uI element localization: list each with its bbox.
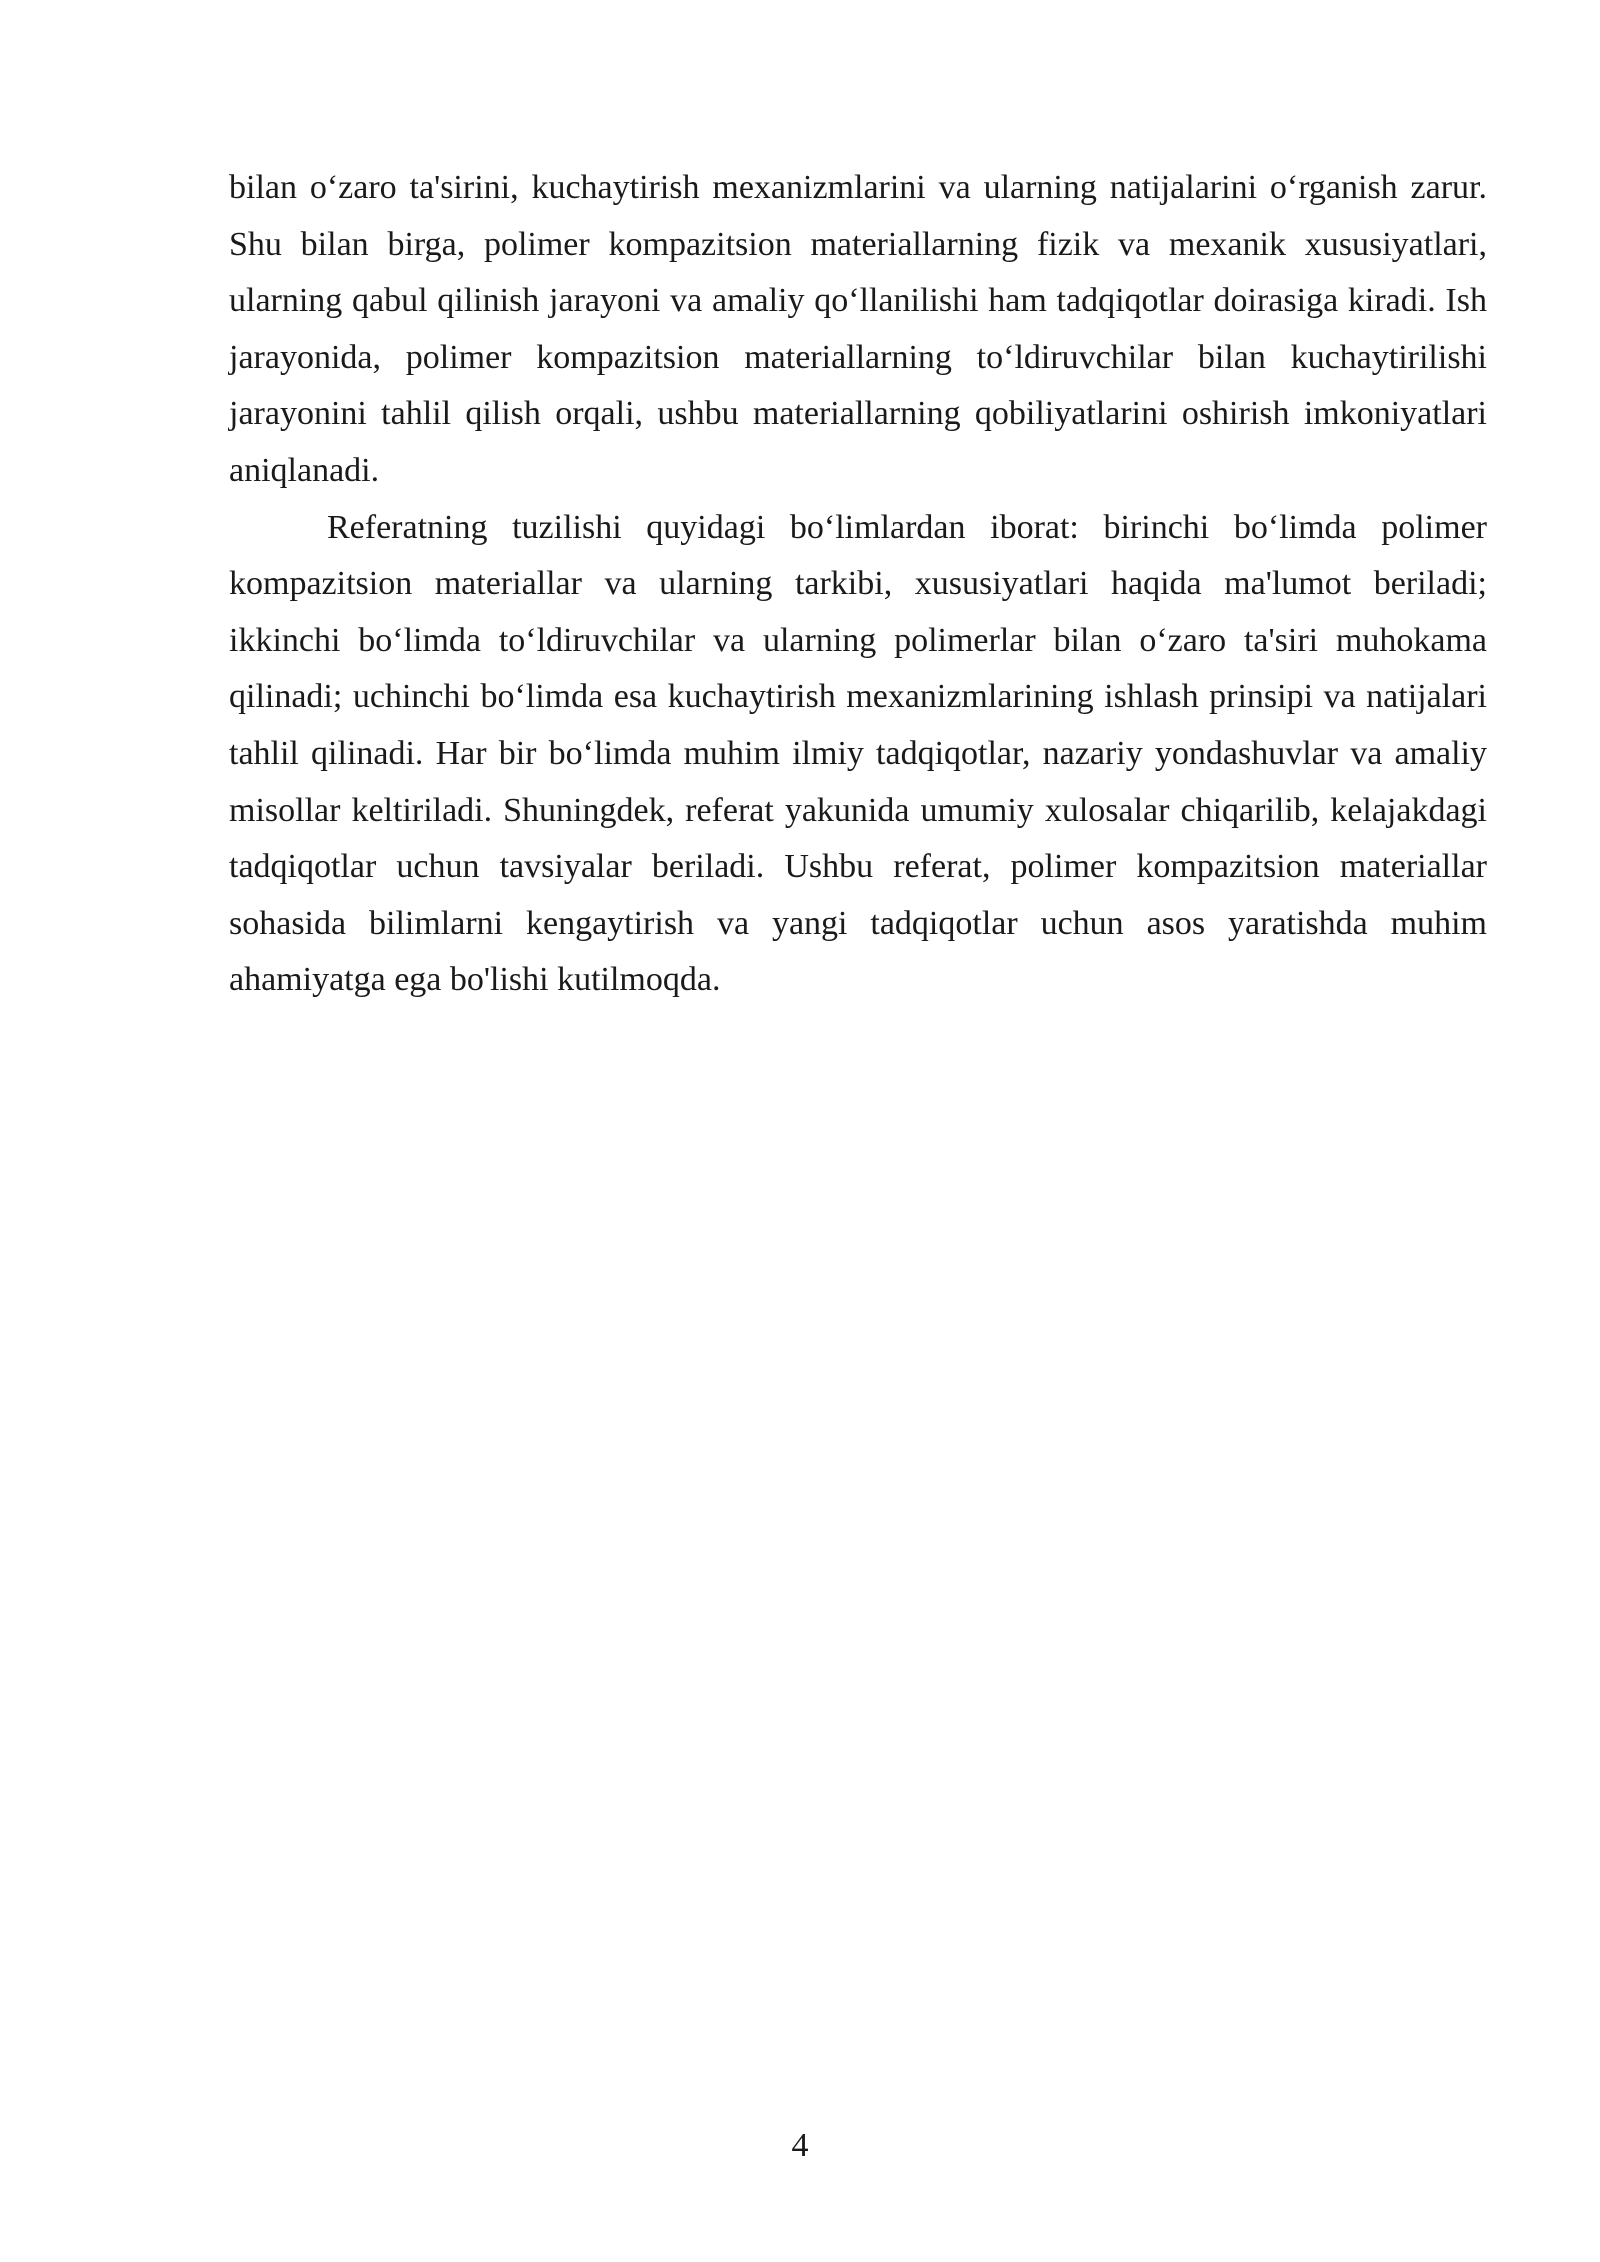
page-number: 4 [791, 2127, 809, 2164]
paragraph-structure: Referatning tuzilishi quyidagi bo‘limlardan iborat: birinchi bo‘limda polimer kompazitsion materiallar va ularning tarkibi, xususiyatlari haqida ma'lumot beriladi; ikkinchi bo‘limda to‘ldiruvchilar va ularning polimerlar bilan o‘zaro ta'siri muhokama qilinadi; uchinchi bo‘limda esa kuchaytirish mexanizmlarining ishlash prinsipi va natijalari tahlil qilinadi. Har bir bo‘limda muhim ilmiy tadqiqotlar, nazariy yondashuvlar va amaliy misollar keltiriladi. Shuningdek, referat yakunida umumiy xulosalar chiqarilib, kelajakdagi tadqiqotlar uchun tavsiyalar beriladi. Ushbu referat, polimer kompazitsion materiallar sohasida bilimlarni kengaytirish va yangi tadqiqotlar uchun asos yaratishda muhim ahamiyatga ega bo'lishi kutilmoqda. [229, 508, 1487, 999]
paragraph-continuation: bilan o‘zaro ta'sirini, kuchaytirish mexanizmlarini va ularning natijalarini o‘rganish zarur. Shu bilan birga, polimer kompazitsion materiallarning fizik va mexanik xususiyatlari, ularning qabul qilinish jarayoni va amaliy qo‘llanilishi ham tadqiqotlar doirasiga kiradi. Ish jarayonida, polimer kompazitsion materiallarning to‘ldiruvchilar bilan kuchaytirilishi jarayonini tahlil qilish orqali, ushbu materiallarning qobiliyatlarini oshirish imkoniyatlari aniqlanadi. [229, 169, 1487, 489]
body-text [229, 160, 1487, 1009]
